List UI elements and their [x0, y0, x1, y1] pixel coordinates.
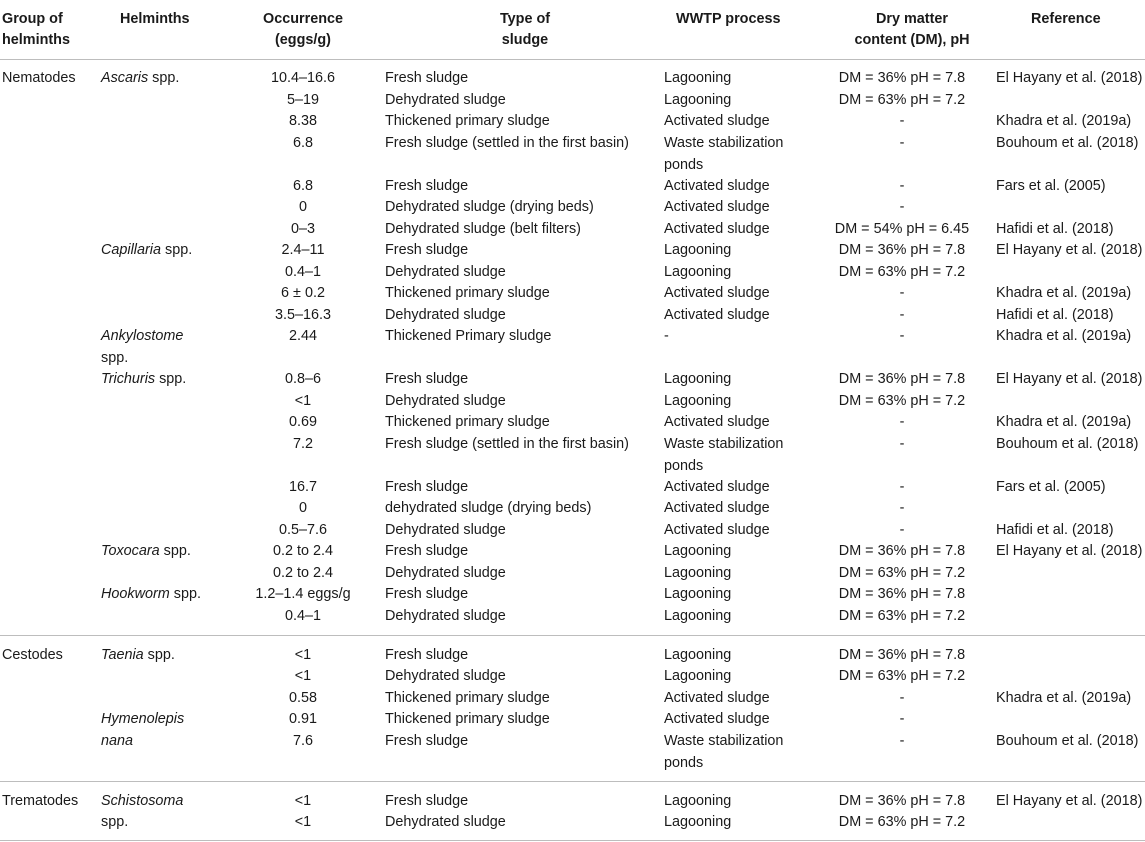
dry-matter-cell: DM = 63% pH = 7.2	[838, 264, 966, 280]
genus-suffix: spp.	[159, 543, 191, 559]
dry-matter-cell: -	[899, 711, 905, 727]
wwtp-process-cell: Waste stabilization ponds	[664, 135, 784, 173]
genus-name: Ankylostome	[101, 328, 184, 344]
dry-matter-cell: DM = 36% pH = 7.8	[838, 543, 966, 559]
dry-matter-cell: DM = 36% pH = 7.8	[838, 586, 966, 602]
helminth-cell	[101, 584, 201, 606]
dry-matter-cell: -	[899, 733, 905, 749]
occurrence-cell: 6.8	[292, 178, 313, 194]
occurrence-cell: <1	[294, 668, 312, 684]
wwtp-process-cell: Activated sludge	[664, 178, 770, 194]
group-rule-trematodes	[0, 781, 1145, 782]
reference-cell: Bouhoum et al. (2018)	[996, 135, 1139, 151]
genus-name: Toxocara	[101, 543, 160, 559]
wwtp-process-cell: Activated sludge	[664, 221, 770, 237]
dry-matter-cell: DM = 63% pH = 7.2	[838, 814, 966, 830]
wwtp-process-cell: Activated sludge	[664, 285, 770, 301]
genus-name: Schistosoma	[101, 793, 184, 809]
occurrence-cell: 2.4–11	[281, 242, 325, 258]
occurrence-cell: 0.5–7.6	[278, 522, 327, 538]
wwtp-process-cell: Activated sludge	[664, 711, 770, 727]
dry-matter-cell: -	[899, 522, 905, 538]
dry-matter-cell: -	[899, 690, 905, 706]
dry-matter-cell: -	[899, 285, 905, 301]
wwtp-process-cell: Lagooning	[664, 793, 732, 809]
genus-name: Ascaris	[101, 70, 149, 86]
wwtp-process-cell: Lagooning	[664, 668, 732, 684]
header-helminths: Helminths	[120, 11, 190, 27]
table-header	[0, 0, 1145, 60]
genus-suffix: spp.	[101, 349, 129, 366]
wwtp-process-cell: Lagooning	[664, 264, 732, 280]
sludge-type-cell: Fresh sludge	[385, 647, 469, 663]
reference-cell: El Hayany et al. (2018)	[996, 543, 1143, 559]
sludge-type-cell: Thickened primary sludge	[385, 414, 550, 430]
header-type: Type of sludge	[499, 11, 551, 48]
dry-matter-cell: DM = 36% pH = 7.8	[838, 793, 966, 809]
genus-suffix: spp.	[155, 371, 187, 387]
dry-matter-cell: DM = 36% pH = 7.8	[838, 371, 966, 387]
wwtp-process-cell: Lagooning	[664, 70, 732, 86]
reference-cell: Fars et al. (2005)	[996, 178, 1106, 194]
sludge-type-cell: Dehydrated sludge	[385, 393, 506, 409]
header-dm: Dry matter content (DM), pH	[854, 11, 970, 48]
sludge-type-cell: Thickened Primary sludge	[385, 328, 552, 344]
occurrence-cell: 0.2 to 2.4	[272, 543, 333, 559]
reference-cell: El Hayany et al. (2018)	[996, 242, 1143, 258]
sludge-type-cell: Thickened primary sludge	[385, 711, 550, 727]
group-cell: Cestodes	[2, 647, 63, 663]
reference-cell: Fars et al. (2005)	[996, 479, 1106, 495]
helminth-cell	[101, 326, 183, 369]
occurrence-cell: 16.7	[288, 479, 317, 495]
wwtp-process-cell: Activated sludge	[664, 479, 770, 495]
dry-matter-cell: -	[899, 414, 905, 430]
reference-cell: El Hayany et al. (2018)	[996, 793, 1143, 809]
helminth-cell	[101, 68, 179, 90]
helminth-cell	[101, 541, 191, 563]
sludge-type-cell: Fresh sludge (settled in the first basin)	[385, 436, 629, 452]
reference-cell: Khadra et al. (2019a)	[996, 414, 1132, 430]
dry-matter-cell: -	[899, 479, 905, 495]
occurrence-cell: 7.6	[292, 733, 313, 749]
sludge-type-cell: Dehydrated sludge	[385, 814, 506, 830]
occurrence-cell: 0	[298, 500, 307, 516]
genus-name: Hymenolepis	[101, 711, 185, 727]
group-rule-cestodes	[0, 635, 1145, 636]
wwtp-process-cell: Activated sludge	[664, 414, 770, 430]
occurrence-cell: 1.2–1.4 eggs/g	[255, 586, 351, 602]
bottom-rule	[0, 840, 1145, 841]
wwtp-process-cell: Waste stabilization ponds	[664, 436, 784, 474]
occurrence-cell: 2.44	[288, 328, 317, 344]
sludge-type-cell: Dehydrated sludge	[385, 264, 506, 280]
reference-cell: Bouhoum et al. (2018)	[996, 733, 1139, 749]
header-rule	[0, 59, 1145, 60]
genus-suffix: spp.	[143, 647, 175, 663]
dry-matter-cell: DM = 63% pH = 7.2	[838, 668, 966, 684]
group-cell: Trematodes	[2, 793, 79, 809]
occurrence-cell: 0.91	[288, 711, 317, 727]
header-group: Group of helminths	[2, 11, 70, 48]
dry-matter-cell: DM = 36% pH = 7.8	[838, 242, 966, 258]
sludge-type-cell: Thickened primary sludge	[385, 285, 550, 301]
genus-suffix: spp.	[101, 814, 129, 830]
reference-cell: Khadra et al. (2019a)	[996, 113, 1132, 129]
sludge-type-cell: Thickened primary sludge	[385, 690, 550, 706]
dry-matter-cell: -	[899, 328, 905, 344]
reference-cell: Hafidi et al. (2018)	[996, 522, 1114, 538]
sludge-type-cell: dehydrated sludge (drying beds)	[385, 500, 592, 516]
occurrence-cell: 3.5–16.3	[274, 307, 332, 323]
helminth-cell	[101, 709, 184, 731]
dry-matter-cell: -	[899, 113, 905, 129]
wwtp-process-cell: Lagooning	[664, 586, 732, 602]
sludge-type-cell: Fresh sludge	[385, 479, 469, 495]
occurrence-cell: 10.4–16.6	[270, 70, 336, 86]
reference-cell: Hafidi et al. (2018)	[996, 221, 1114, 237]
sludge-type-cell: Dehydrated sludge (drying beds)	[385, 199, 594, 215]
group-cell: Nematodes	[2, 70, 76, 86]
wwtp-process-cell: Activated sludge	[664, 113, 770, 129]
wwtp-process-cell: Lagooning	[664, 647, 732, 663]
dry-matter-cell: -	[899, 178, 905, 194]
dry-matter-cell: -	[899, 199, 905, 215]
dry-matter-cell: DM = 54% pH = 6.45	[834, 221, 970, 237]
sludge-type-cell: Dehydrated sludge	[385, 565, 506, 581]
sludge-type-cell: Fresh sludge	[385, 70, 469, 86]
reference-cell: Khadra et al. (2019a)	[996, 690, 1132, 706]
dry-matter-cell: DM = 63% pH = 7.2	[838, 565, 966, 581]
sludge-type-cell: Dehydrated sludge	[385, 522, 506, 538]
dry-matter-cell: -	[899, 436, 905, 452]
wwtp-process-cell: Lagooning	[664, 543, 732, 559]
sludge-type-cell: Dehydrated sludge	[385, 608, 506, 624]
dry-matter-cell: DM = 36% pH = 7.8	[838, 647, 966, 663]
genus-name: Taenia	[101, 647, 144, 663]
helminth-cell	[101, 645, 175, 667]
wwtp-process-cell: Activated sludge	[664, 307, 770, 323]
occurrence-cell: <1	[294, 393, 312, 409]
header-reference: Reference	[1031, 11, 1101, 27]
reference-cell: El Hayany et al. (2018)	[996, 371, 1143, 387]
wwtp-process-cell: Activated sludge	[664, 522, 770, 538]
sludge-type-cell: Dehydrated sludge (belt filters)	[385, 221, 581, 237]
occurrence-cell: <1	[294, 793, 312, 809]
helminth-cell	[101, 791, 183, 813]
dry-matter-cell: DM = 63% pH = 7.2	[838, 608, 966, 624]
dry-matter-cell: -	[899, 135, 905, 151]
sludge-type-cell: Fresh sludge	[385, 178, 469, 194]
wwtp-process-cell: Lagooning	[664, 393, 732, 409]
occurrence-cell: <1	[294, 814, 312, 830]
sludge-type-cell: Fresh sludge	[385, 543, 469, 559]
reference-cell: Hafidi et al. (2018)	[996, 307, 1114, 323]
genus-name: Capillaria	[101, 242, 161, 258]
occurrence-cell: 0.2 to 2.4	[272, 565, 333, 581]
wwtp-process-cell: Lagooning	[664, 242, 732, 258]
wwtp-process-cell: Lagooning	[664, 608, 732, 624]
wwtp-process-cell: Activated sludge	[664, 500, 770, 516]
wwtp-process-cell: -	[664, 328, 669, 344]
occurrence-cell: 7.2	[292, 436, 313, 452]
occurrence-cell: 0–3	[290, 221, 315, 237]
wwtp-process-cell: Lagooning	[664, 92, 732, 108]
genus-name: Trichuris	[101, 371, 156, 387]
wwtp-process-cell: Lagooning	[664, 371, 732, 387]
dry-matter-cell: DM = 63% pH = 7.2	[838, 92, 966, 108]
occurrence-cell: 0.4–1	[284, 608, 321, 624]
sludge-type-cell: Fresh sludge (settled in the first basin)	[385, 135, 629, 151]
dry-matter-cell: DM = 63% pH = 7.2	[838, 393, 966, 409]
sludge-type-cell: Fresh sludge	[385, 242, 469, 258]
wwtp-process-cell: Activated sludge	[664, 199, 770, 215]
wwtp-process-cell: Activated sludge	[664, 690, 770, 706]
sludge-type-cell: Fresh sludge	[385, 793, 469, 809]
occurrence-cell: 0.4–1	[284, 264, 321, 280]
helminth-cell	[101, 812, 128, 834]
sludge-type-cell: Fresh sludge	[385, 371, 469, 387]
dry-matter-cell: DM = 36% pH = 7.8	[838, 70, 966, 86]
sludge-type-cell: Dehydrated sludge	[385, 307, 506, 323]
helminth-cell	[101, 369, 186, 391]
occurrence-cell: 0.58	[288, 690, 317, 706]
dry-matter-cell: -	[899, 500, 905, 516]
occurrence-cell: 0.69	[288, 414, 317, 430]
occurrence-cell: 6 ± 0.2	[281, 285, 325, 301]
reference-cell: Bouhoum et al. (2018)	[996, 436, 1139, 452]
dry-matter-cell: -	[899, 307, 905, 323]
occurrence-cell: 0.8–6	[284, 371, 321, 387]
genus-suffix: spp.	[161, 242, 193, 258]
genus-name: nana	[101, 733, 134, 749]
sludge-type-cell: Fresh sludge	[385, 733, 469, 749]
reference-cell: Khadra et al. (2019a)	[996, 328, 1132, 344]
helminth-cell	[101, 731, 133, 753]
genus-suffix: spp.	[169, 586, 201, 602]
header-process: WWTP process	[676, 11, 781, 27]
occurrence-cell: 0	[298, 199, 307, 215]
reference-cell: El Hayany et al. (2018)	[996, 70, 1143, 86]
occurrence-cell: 8.38	[288, 113, 317, 129]
reference-cell: Khadra et al. (2019a)	[996, 285, 1132, 301]
occurrence-cell: 5–19	[286, 92, 319, 108]
helminth-cell	[101, 240, 192, 262]
genus-suffix: spp.	[148, 70, 180, 86]
occurrence-cell: <1	[294, 647, 312, 663]
wwtp-process-cell: Lagooning	[664, 565, 732, 581]
wwtp-process-cell: Lagooning	[664, 814, 732, 830]
wwtp-process-cell: Waste stabilization ponds	[664, 733, 784, 771]
sludge-type-cell: Fresh sludge	[385, 586, 469, 602]
sludge-type-cell: Dehydrated sludge	[385, 92, 506, 108]
header-occurrence: Occurrence (eggs/g)	[263, 11, 343, 48]
occurrence-cell: 6.8	[292, 135, 313, 151]
sludge-type-cell: Dehydrated sludge	[385, 668, 506, 684]
sludge-type-cell: Thickened primary sludge	[385, 113, 550, 129]
genus-name: Hookworm	[101, 586, 170, 602]
